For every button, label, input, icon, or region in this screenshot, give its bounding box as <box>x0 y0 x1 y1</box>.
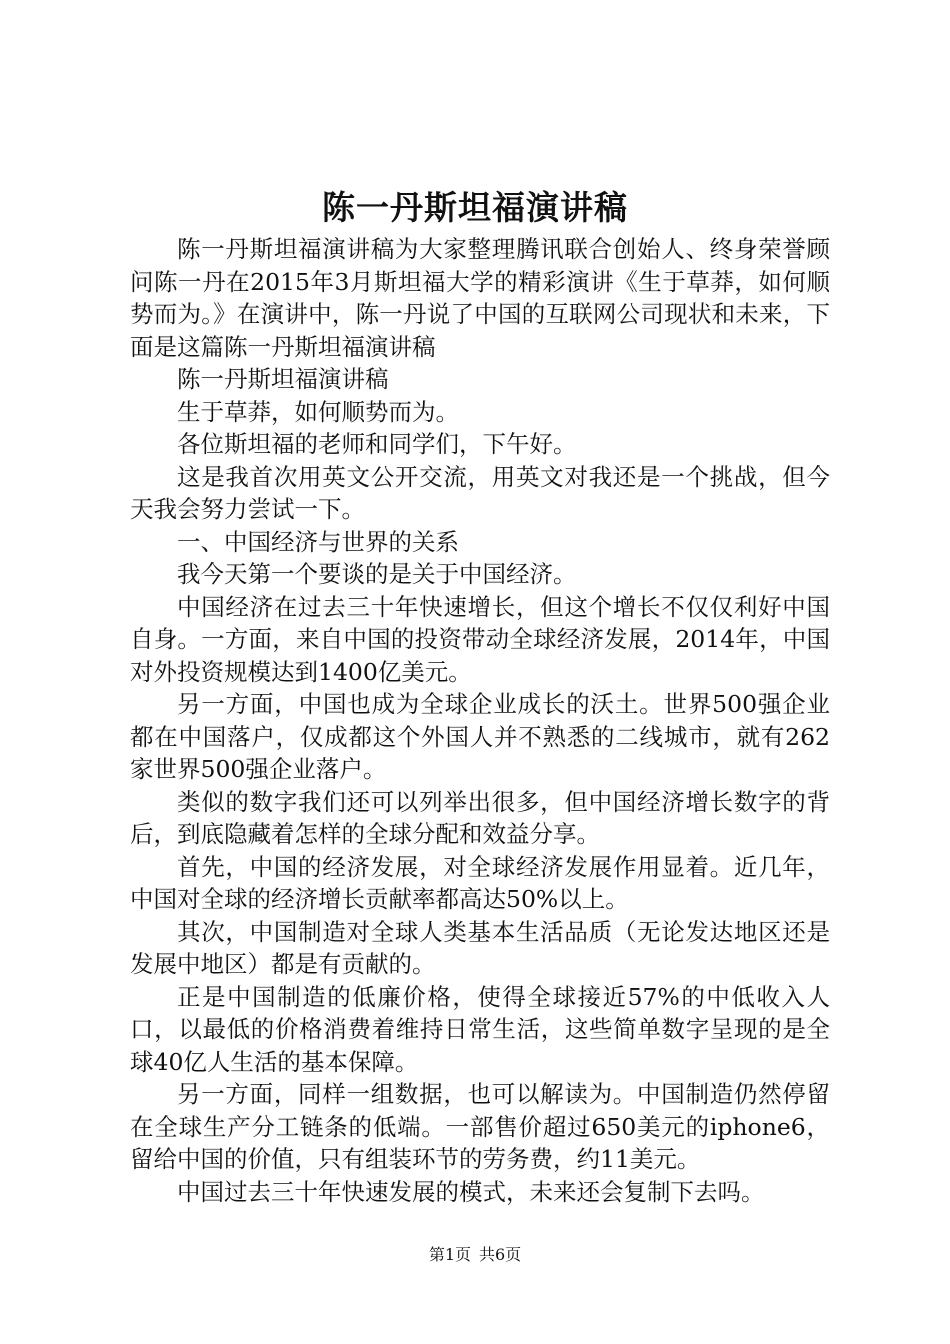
document-title: 陈一丹斯坦福演讲稿 <box>322 188 628 227</box>
paragraph: 其次，中国制造对全球人类基本生活品质（无论发达地区还是发展中地区）都是有贡献的。 <box>130 917 830 978</box>
paragraph-heading-speech: 陈一丹斯坦福演讲稿 <box>177 365 389 393</box>
page-footer <box>0 1243 950 1267</box>
paragraph: 中国过去三十年快速发展的模式，未来还会复制下去吗。 <box>177 1177 765 1206</box>
paragraph: 这是我首次用英文公开交流，用英文对我还是一个挑战，但今天我会努力尝试一下。 <box>130 462 830 523</box>
paragraph: 我今天第一个要谈的是关于中国经济。 <box>177 560 577 588</box>
paragraph: 中国经济在过去三十年快速增长，但这个增长不仅仅利好中国自身。一方面，来自中国的投资带动全球经济发展，2014年，中国对外投资规模达到1400亿美元。 <box>130 592 830 686</box>
paragraph-speech-title: 生于草莽，如何顺势而为。 <box>177 397 459 426</box>
paragraph: 类似的数字我们还可以列举出很多，但中国经济增长数字的背后，到底隐藏着怎样的全球分配和效益分享。 <box>130 787 830 848</box>
section-heading: 一、中国经济与世界的关系 <box>177 527 459 556</box>
document-body <box>130 233 830 1208</box>
paragraph: 首先，中国的经济发展，对全球经济发展作用显着。近几年，中国对全球的经济增长贡献率都高达50%以上。 <box>130 852 830 913</box>
paragraph: 另一方面，同样一组数据，也可以解读为。中国制造仍然停留在全球生产分工链条的低端。一部售价超过650美元的iphone6，留给中国的价值，只有组装环节的劳务费，约11美元。 <box>130 1080 830 1173</box>
paragraph-intro: 陈一丹斯坦福演讲稿为大家整理腾讯联合创始人、终身荣誉顾问陈一丹在2015年3月斯坦福大学的精彩演讲《生于草莽，如何顺势而为。》在演讲中，陈一丹说了中国的互联网公司现状和未来，下面是这篇陈一丹斯坦福演讲稿 <box>130 235 830 361</box>
page-total: 共6页 <box>479 1245 522 1264</box>
page-number: 第1页 <box>428 1245 471 1264</box>
paragraph: 正是中国制造的低廉价格，使得全球接近57%的中低收入人口，以最低的价格消费着维持日常生活，这些简单数字呈现的是全球40亿人生活的基本保障。 <box>130 982 830 1076</box>
paragraph-greeting: 各位斯坦福的老师和同学们，下午好。 <box>177 430 577 458</box>
paragraph: 另一方面，中国也成为全球企业成长的沃土。世界500强企业都在中国落户，仅成都这个外国人并不熟悉的二线城市，就有262家世界500强企业落户。 <box>130 690 830 783</box>
